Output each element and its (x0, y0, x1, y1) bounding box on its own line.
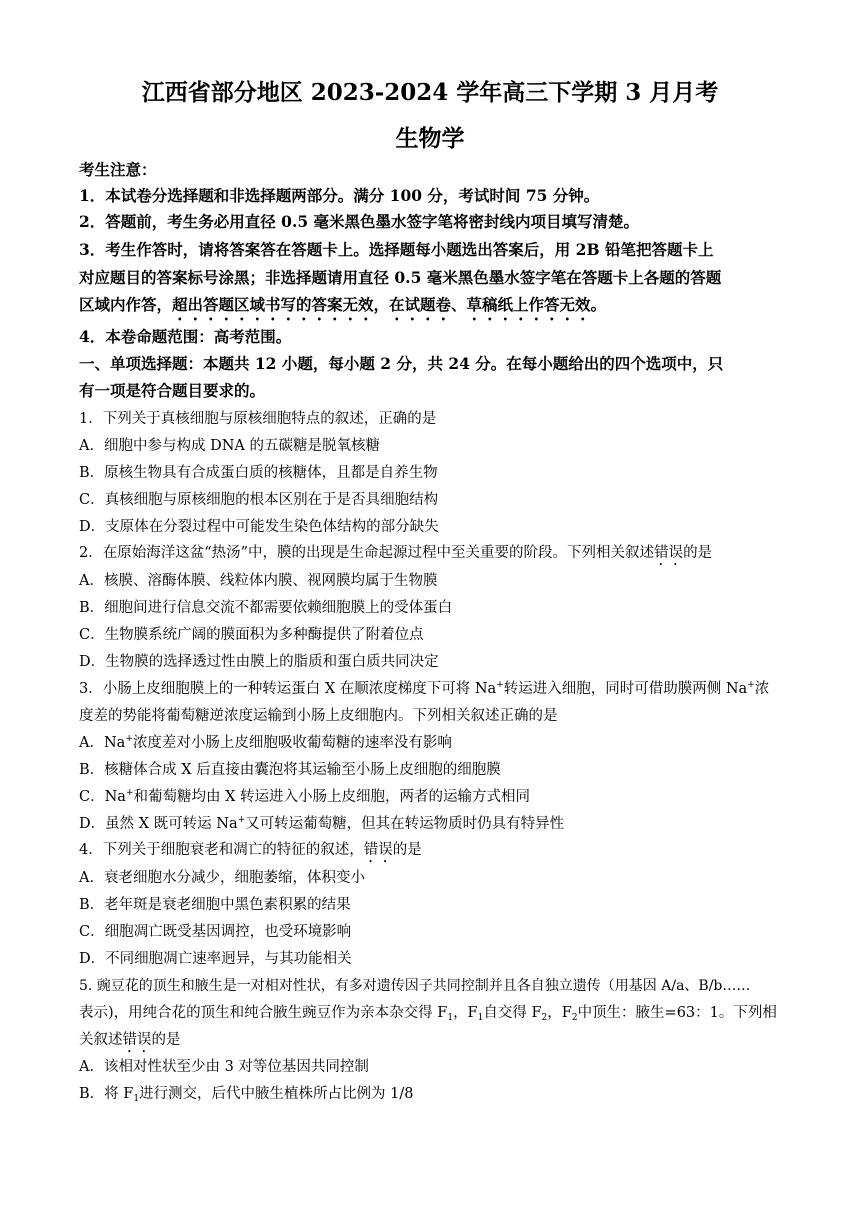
notice-item-3-line-2: 对应题目的答案标号涂黑；非选择题请用直径 0.5 毫米黑色墨水签字笔在答题卡上各题的答题 (79, 268, 722, 287)
question-4-option-d: D．不同细胞凋亡速率迥异，与其功能相关 (79, 951, 352, 967)
question-4-stem: 4．下列关于细胞衰老和凋亡的特征的叙述，错误的是 (79, 842, 422, 858)
question-3-stem-line-2: 度差的势能将葡萄糖逆浓度运输到小肠上皮细胞内。下列相关叙述正确的是 (79, 708, 558, 724)
notice-item-2: 2．答题前，考生务必用直径 0.5 毫米黑色墨水签字笔将密封线内项目填写清楚。 (79, 212, 640, 231)
question-2-option-a: A．核膜、溶酶体膜、线粒体内膜、视网膜均属于生物膜 (79, 573, 438, 589)
question-5-stem-line-3: 关叙述错误的是 (79, 1032, 181, 1048)
question-4-option-a: A．衰老细胞水分减少，细胞萎缩，体积变小 (79, 870, 365, 886)
notice-item-3-line-3: 区域内作答，超出答题区域书写的答案无效，在试题卷、草稿纸上作答无效。 (79, 295, 607, 314)
question-1-option-c: C．真核细胞与原核细胞的根本区别在于是否具细胞结构 (79, 492, 439, 508)
question-3-option-a: A．Na+浓度差对小肠上皮细胞吸收葡萄糖的速率没有影响 (79, 734, 452, 751)
emphasis-text: 超出答题区域书写的答案无效 (172, 295, 374, 314)
notice-item-4: 4．本卷命题范围：高考范围。 (79, 327, 292, 346)
question-5-stem-line-1: 5. 豌豆花的顶生和腋生是一对相对性状，有多对遗传因子共同控制并且各自独立遗传（用基因 A/a、B/b…… (79, 978, 751, 994)
question-2-option-b: B．细胞间进行信息交流不都需要依赖细胞膜上的受体蛋白 (79, 600, 453, 616)
section-heading-line-2: 有一项是符合题目要求的。 (79, 381, 266, 400)
question-1-option-b: B．原核生物具有合成蛋白质的核糖体，且都是自养生物 (79, 465, 438, 481)
question-2-option-d: D．生物膜的选择透过性由膜上的脂质和蛋白质共同决定 (79, 654, 439, 670)
question-2-option-c: C．生物膜系统广阔的膜面积为多种酶提供了附着位点 (79, 627, 424, 643)
notice-item-3-line-1: 3．考生作答时，请将答案答在答题卡上。选择题每小题选出答案后，用 2B 铅笔把答题卡上 (79, 240, 714, 259)
question-3-option-b: B．核糖体合成 X 后直接由囊泡将其运输至小肠上皮细胞的细胞膜 (79, 762, 501, 778)
question-4-option-c: C．细胞凋亡既受基因调控，也受环境影响 (79, 924, 352, 940)
notice-item-1: 1．本试卷分选择题和非选择题两部分。满分 100 分，考试时间 75 分钟。 (79, 186, 600, 205)
question-5-option-a: A．该相对性状至少由 3 对等位基因共同控制 (79, 1059, 369, 1075)
question-5-stem-line-2: 表示)，用纯合花的顶生和纯合腋生豌豆作为亲本杂交得 $F_1$，$F_1$自交得 $F_2$，$F_2$中顶生：腋生=63：1。下列相 (79, 1005, 777, 1023)
question-3-option-d: D．虽然 X 既可转运 Na+又可转运葡萄糖，但其在转运物质时仍具有特异性 (79, 815, 565, 832)
notice-heading: 考生注意： (79, 160, 157, 179)
question-1-option-a: A．细胞中参与构成 DNA 的五碳糖是脱氧核糖 (79, 438, 380, 454)
question-1-stem: 1．下列关于真核细胞与原核细胞特点的叙述，正确的是 (79, 411, 437, 427)
question-5-option-b: B．将 $F_1$进行测交，后代中腋生植株所占比例为 1/8 (79, 1086, 414, 1104)
question-1-option-d: D．支原体在分裂过程中可能发生染色体结构的部分缺失 (79, 519, 439, 535)
subject-title: 生物学 (395, 125, 465, 152)
question-3-stem-line-1: 3．小肠上皮细胞膜上的一种转运蛋白 X 在顺浓度梯度下可将 Na+转运进入细胞，同时可借助膜两侧 Na+浓 (79, 680, 770, 697)
section-heading-line-1: 一、单项选择题：本题共 12 小题，每小题 2 分，共 24 分。在每小题给出的四个选项中，只 (79, 354, 724, 373)
question-2-stem: 2．在原始海洋这盆“热汤”中，膜的出现是生命起源过程中至关重要的阶段。下列相关叙述错误的是 (79, 545, 713, 561)
exam-title: 江西省部分地区 2023-2024 学年高三下学期 3 月月考 (141, 79, 719, 106)
question-3-option-c: C．Na+和葡萄糖均由 X 转运进入小肠上皮细胞，两者的运输方式相同 (79, 788, 531, 805)
question-4-option-b: B．老年斑是衰老细胞中黑色素积累的结果 (79, 897, 351, 913)
emphasis-text: 在试题卷、草稿纸上作答无效 (389, 295, 591, 314)
